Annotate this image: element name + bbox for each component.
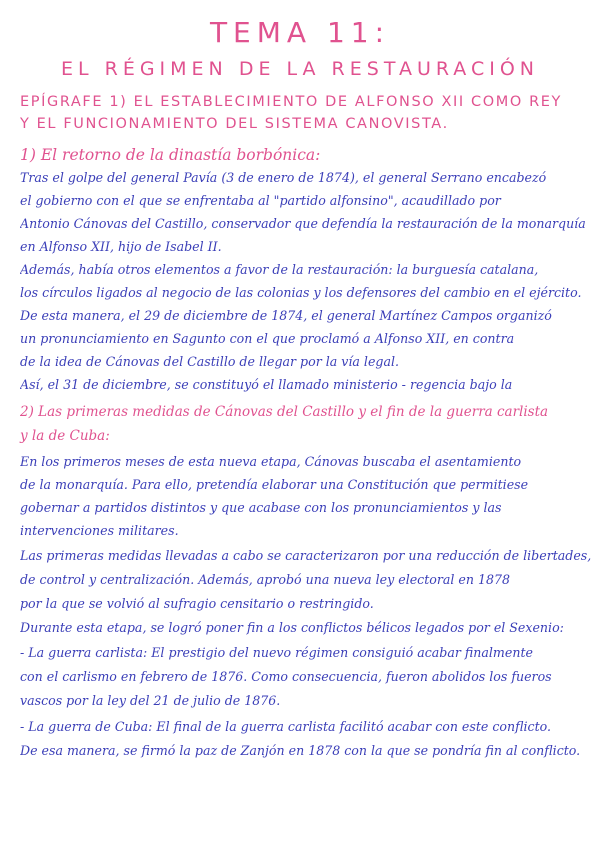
- section-2-line: con el carlismo en febrero de 1876. Como consecuencia, fueron abolidos los fueros: [20, 669, 552, 684]
- section-2-heading-line-1: 2) Las primeras medidas de Cánovas del Castillo y el fin de la guerra carlista: [20, 404, 549, 420]
- epigrafe-line-1: EPÍGRAFE 1) EL ESTABLECIMIENTO DE ALFONSO XII COMO REY: [20, 94, 562, 110]
- section-1-line: De esta manera, el 29 de diciembre de 1874, el general Martínez Campos organizó: [20, 308, 552, 323]
- section-2-line: de la monarquía. Para ello, pretendía elaborar una Constitución que permitiese: [20, 477, 529, 492]
- section-1-line: Así, el 31 de diciembre, se constituyó el llamado ministerio - regencia bajo la: [20, 377, 513, 392]
- section-2-line: Las primeras medidas llevadas a cabo se caracterizaron por una reducción de libertades,: [20, 548, 592, 563]
- section-2-line: por la que se volvió al sufragio censitario o restringido.: [20, 596, 374, 611]
- section-2-line: - La guerra carlista: El prestigio del nuevo régimen consiguió acabar finalmente: [20, 645, 533, 660]
- section-1-line: Tras el golpe del general Pavía (3 de enero de 1874), el general Serrano encabezó: [20, 170, 547, 185]
- section-1-line: el gobierno con el que se enfrentaba al "partido alfonsino", acaudillado por: [20, 193, 501, 208]
- section-1-line: un pronunciamiento en Sagunto con el que proclamó a Alfonso XII, en contra: [20, 331, 515, 346]
- section-2-line: de control y centralización. Además, aprobó una nueva ley electoral en 1878: [20, 572, 511, 587]
- section-2-line: En los primeros meses de esta nueva etapa, Cánovas buscaba el asentamiento: [20, 454, 522, 469]
- section-2-line: Durante esta etapa, se logró poner fin a los conflictos bélicos legados por el Sexenio:: [20, 620, 564, 635]
- section-1-line: en Alfonso XII, hijo de Isabel II.: [20, 239, 222, 254]
- section-2-line: intervenciones militares.: [20, 523, 179, 538]
- section-1-line: Antonio Cánovas del Castillo, conservador que defendía la restauración de la monarquía: [20, 216, 586, 231]
- section-2-line: - La guerra de Cuba: El final de la guerra carlista facilitó acabar con este conflicto.: [20, 719, 552, 734]
- section-2-line: gobernar a partidos distintos y que acabase con los pronunciamientos y las: [20, 500, 502, 515]
- page-subtitle: EL RÉGIMEN DE LA RESTAURACIÓN: [61, 58, 539, 80]
- section-2-line: vascos por la ley del 21 de julio de 1876.: [20, 693, 281, 708]
- section-2-line: De esa manera, se firmó la paz de Zanjón en 1878 con la que se pondría fin al conflicto.: [20, 743, 581, 758]
- section-1-line: Además, había otros elementos a favor de la restauración: la burguesía catalana,: [20, 262, 539, 277]
- section-1-heading: 1) El retorno de la dinastía borbónica:: [20, 146, 321, 164]
- section-2-heading-line-2: y la de Cuba:: [20, 428, 110, 444]
- section-1-line: los círculos ligados al negocio de las colonias y los defensores del cambio en el ejército.: [20, 285, 582, 300]
- section-1-line: de la idea de Cánovas del Castillo de llegar por la vía legal.: [20, 354, 399, 369]
- epigrafe-line-2: Y EL FUNCIONAMIENTO DEL SISTEMA CANOVISTA.: [20, 116, 449, 132]
- page-title: TEMA 11:: [209, 16, 391, 49]
